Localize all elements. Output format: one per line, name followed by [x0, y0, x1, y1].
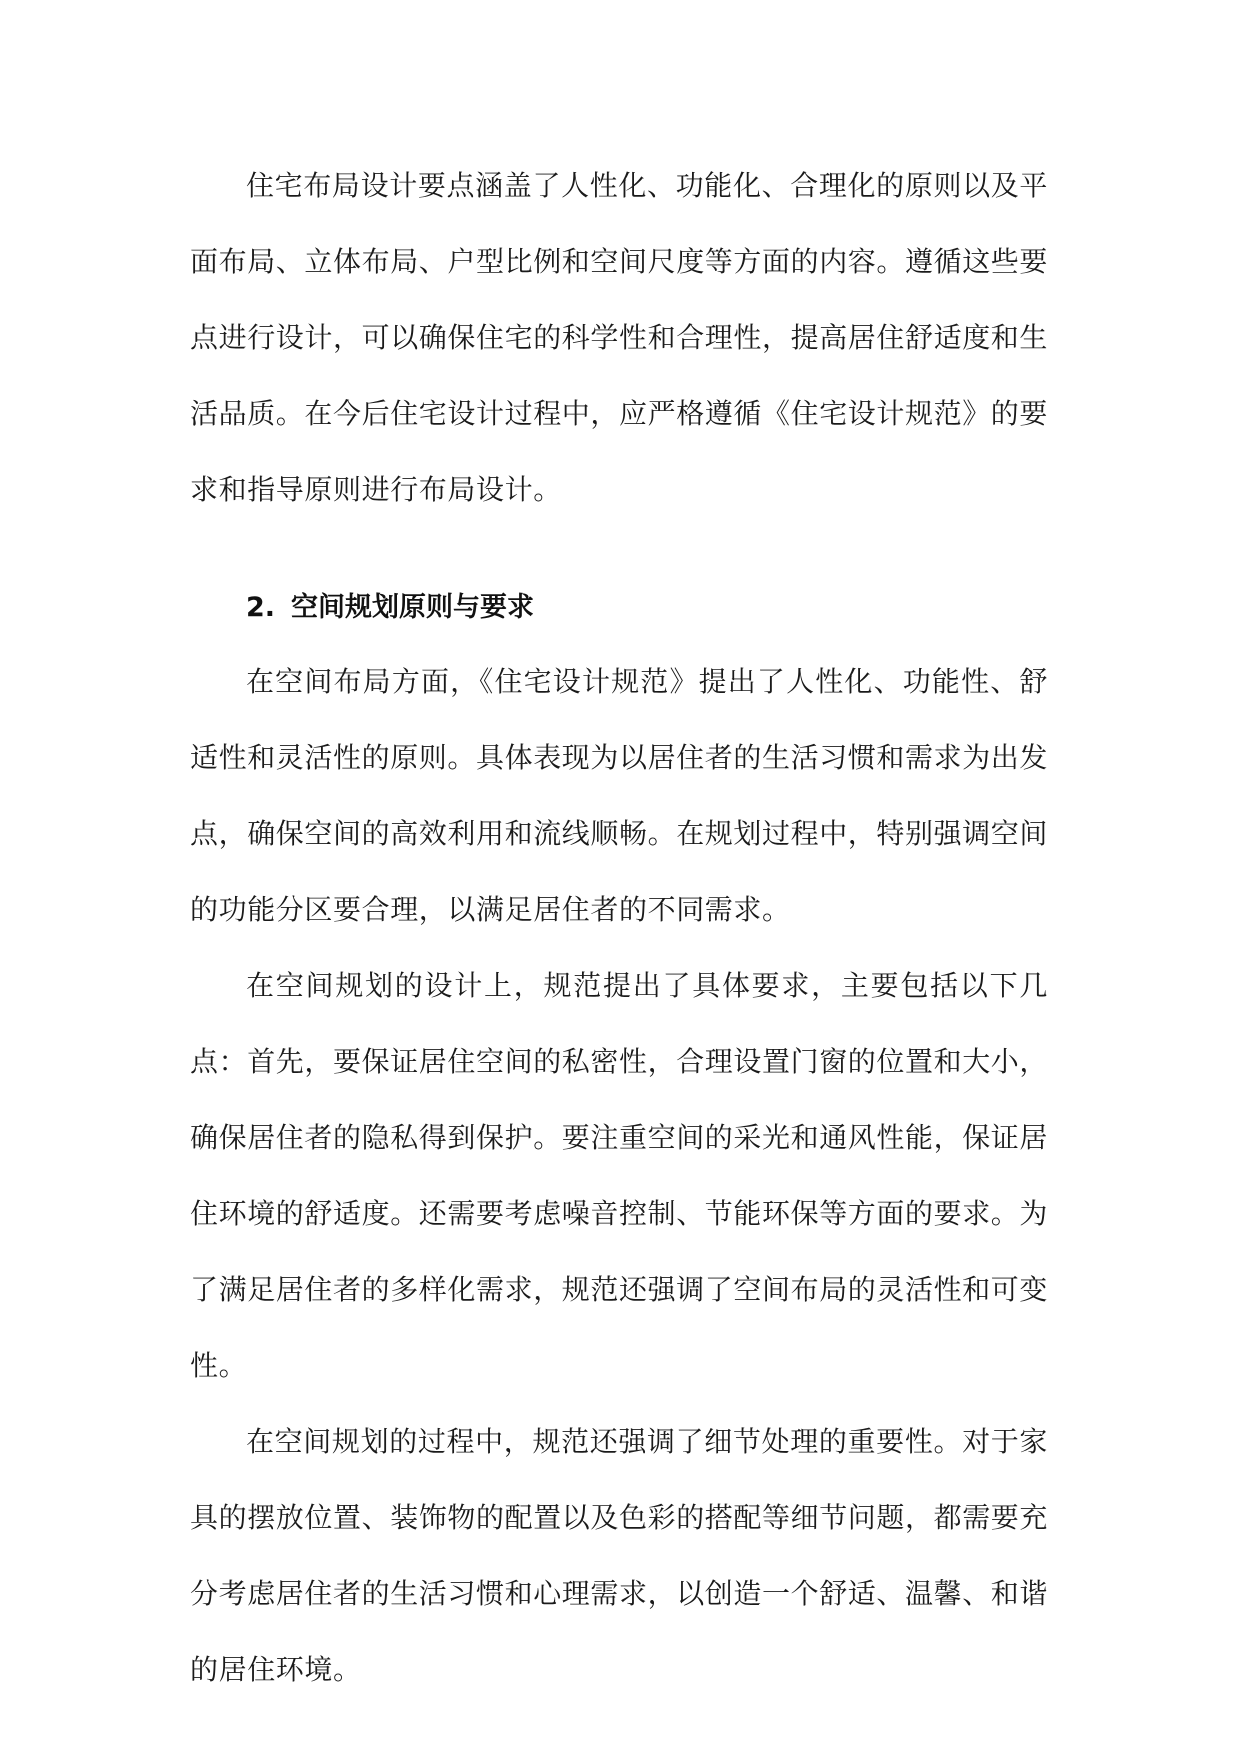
section-title: 空间规划原则与要求 [291, 592, 535, 623]
document-body [190, 148, 1048, 1708]
paragraph-layout-principles: 在空间布局方面，《住宅设计规范》提出了人性化、功能性、舒适性和灵活性的原则。具体表现为以居住者的生活习惯和需求为出发点，确保空间的高效利用和流线顺畅。在规划过程中，特别强调空间的功能分区要合理，以满足居住者的不同需求。 [190, 665, 1049, 926]
paragraph-summary: 住宅布局设计要点涵盖了人性化、功能化、合理化的原则以及平面布局、立体布局、户型比例和空间尺度等方面的内容。遵循这些要点进行设计，可以确保住宅的科学性和合理性，提高居住舒适度和生活品质。在今后住宅设计过程中，应严格遵循《住宅设计规范》的要求和指导原则进行布局设计。 [190, 169, 1049, 506]
paragraph-planning-requirements: 在空间规划的设计上，规范提出了具体要求，主要包括以下几点：首先，要保证居住空间的私密性，合理设置门窗的位置和大小，确保居住者的隐私得到保护。要注重空间的采光和通风性能，保证居住环境的舒适度。还需要考虑噪音控制、节能环保等方面的要求。为了满足居住者的多样化需求，规范还强调了空间布局的灵活性和可变性。 [190, 969, 1049, 1382]
paragraph-detail-handling: 在空间规划的过程中，规范还强调了细节处理的重要性。对于家具的摆放位置、装饰物的配置以及色彩的搭配等细节问题，都需要充分考虑居住者的生活习惯和心理需求，以创造一个舒适、温馨、和谐的居住环境。 [190, 1425, 1049, 1686]
section-number: 2. [246, 592, 276, 623]
section-heading [190, 572, 1048, 644]
